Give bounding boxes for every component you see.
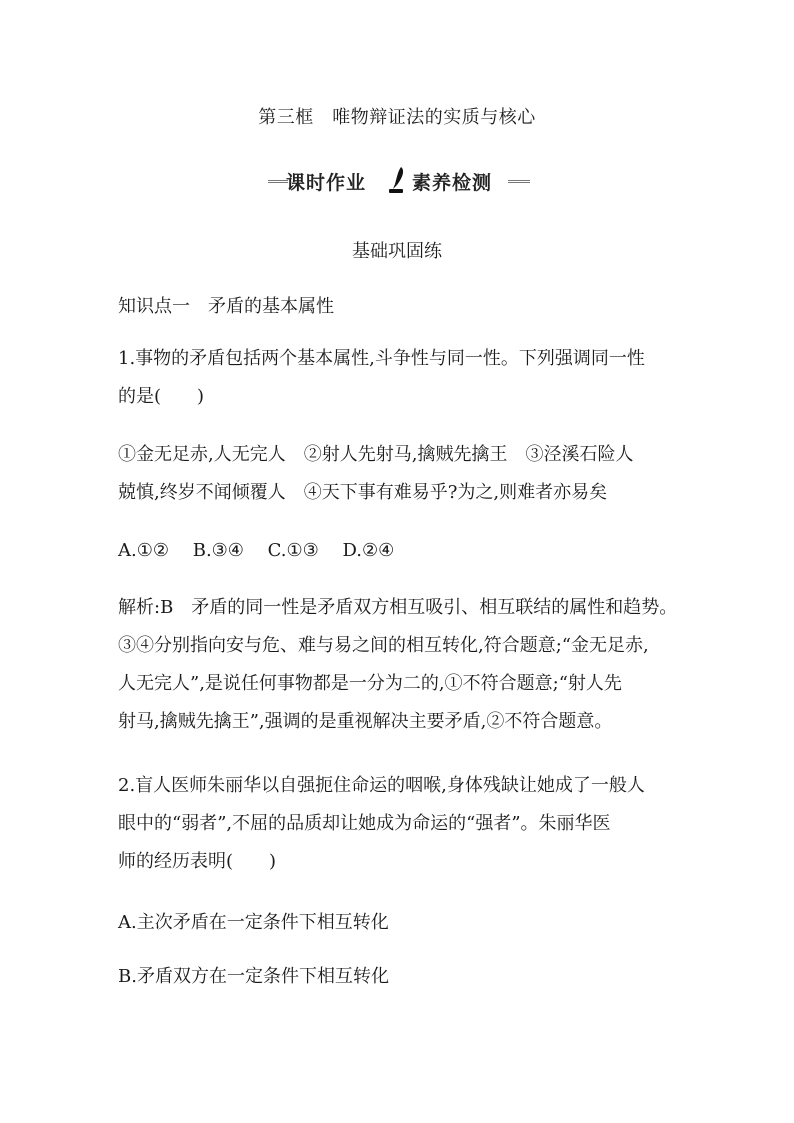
banner-divider-left (268, 180, 288, 183)
text-line: 眼中的“弱者”,不屈的品质却让她成为命运的“强者”。朱丽华医 (118, 813, 611, 834)
text-line: 的是( ) (118, 386, 205, 407)
question-2-option-b (118, 958, 678, 996)
question-1-choices (118, 532, 678, 570)
text-line: 射马,擒贼先擒王”,强调的是重视解决主要矛盾,②不符合题意。 (118, 711, 613, 732)
text-line: 1.事物的矛盾包括两个基本属性,斗争性与同一性。下列强调同一性 (118, 348, 645, 369)
banner-divider-right (508, 180, 530, 183)
option-text: B.矛盾双方在一定条件下相互转化 (118, 966, 389, 987)
text-line: 兢慎,终岁不闻倾覆人 ④天下事有难易乎?为之,则难者亦易矣 (118, 482, 608, 503)
homework-banner (268, 168, 530, 194)
section-heading: 基础巩固练 (352, 241, 442, 262)
question-1-analysis (118, 589, 678, 741)
option-text: A.主次矛盾在一定条件下相互转化 (118, 912, 389, 933)
text-line: 2.盲人医师朱丽华以自强扼住命运的咽喉,身体残缺让她成了一般人 (118, 775, 645, 796)
text-line: 人无完人”,是说任何事物都是一分为二的,①不符合题意;“射人先 (118, 673, 622, 694)
banner-left-text: 课时作业 (286, 172, 367, 194)
knowledge-point-heading (118, 288, 678, 326)
text-line: 师的经历表明( ) (118, 851, 277, 872)
knowledge-point-text: 知识点一 矛盾的基本属性 (118, 296, 334, 317)
question-1-statements (118, 436, 678, 512)
question-1-stem (118, 340, 678, 416)
banner-right-text: 素养检测 (412, 172, 493, 194)
page-title: 第三框 唯物辩证法的实质与核心 (258, 107, 536, 128)
quill-pen-icon (386, 166, 410, 194)
text-line: ①金无足赤,人无完人 ②射人先射马,擒贼先擒王 ③泾溪石险人 (118, 444, 634, 465)
text-line: 解析:B 矛盾的同一性是矛盾双方相互吸引、相互联结的属性和趋势。 (118, 597, 678, 618)
text-line: ③④分别指向安与危、难与易之间的相互转化,符合题意;“金无足赤, (118, 635, 649, 656)
choices-text: A.①② B.③④ C.①③ D.②④ (118, 540, 395, 561)
question-2-stem (118, 767, 678, 881)
question-2-option-a (118, 904, 678, 942)
